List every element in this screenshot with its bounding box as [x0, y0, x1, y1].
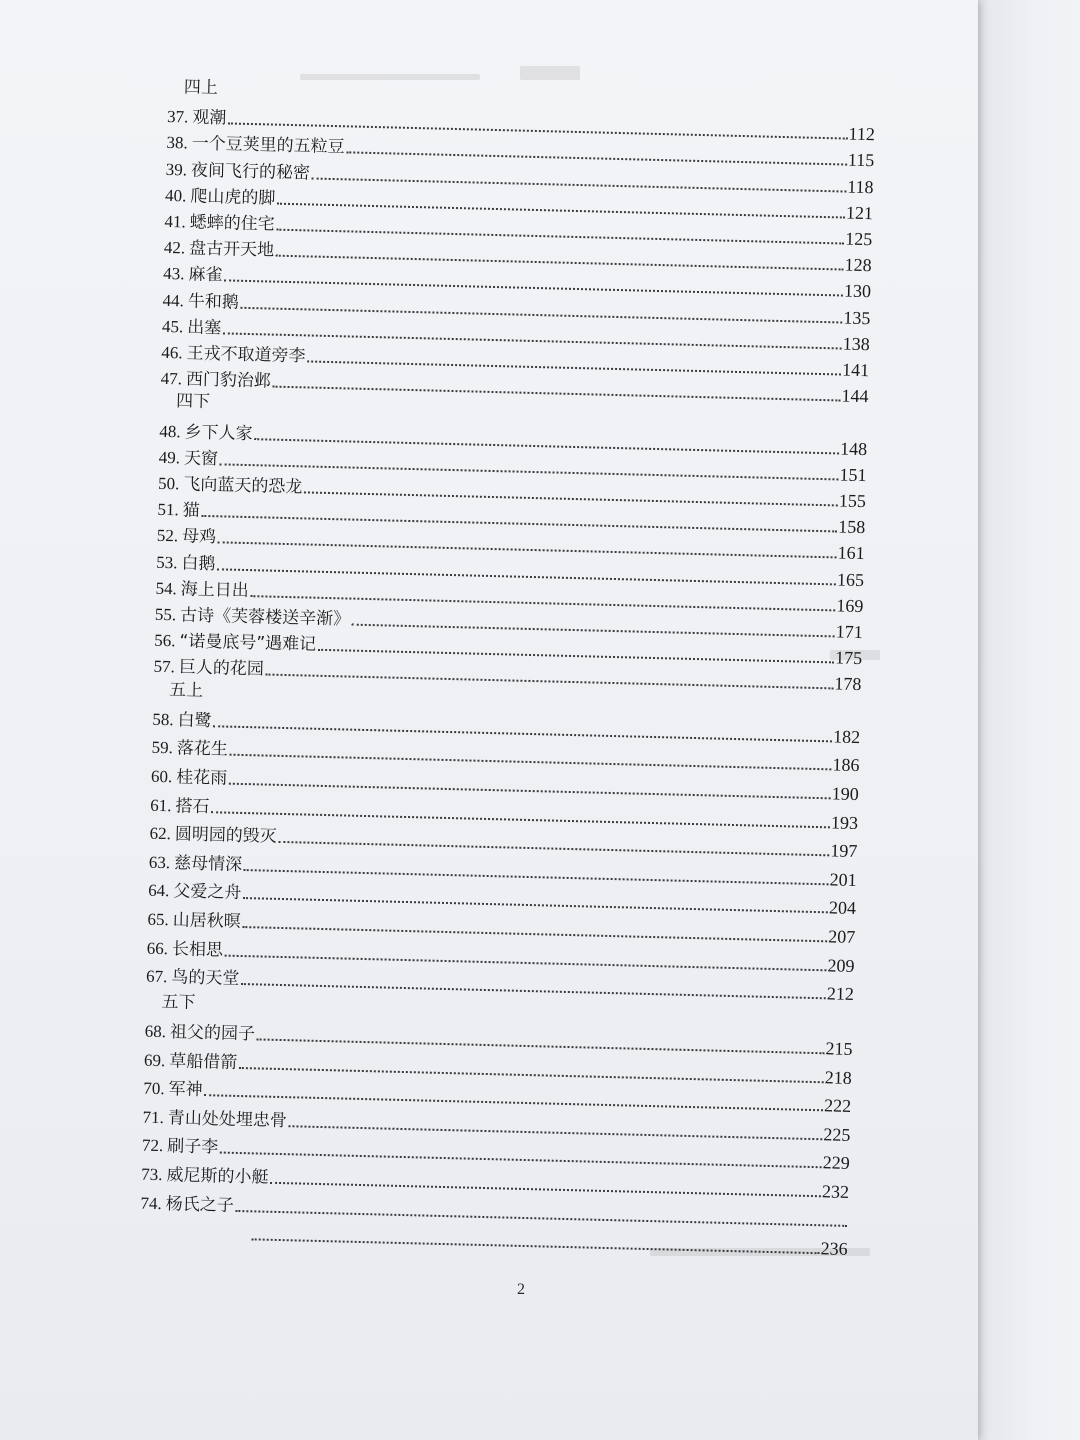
entry-number: 68.: [144, 1021, 167, 1042]
entry-page-number: 161: [837, 542, 865, 564]
entry-page-number: 225: [823, 1124, 851, 1145]
entry-page-number: 197: [830, 840, 858, 862]
entry-page-number: 229: [822, 1152, 850, 1174]
entry-page-number: 148: [839, 438, 868, 459]
entry-title: 山居秋暝: [172, 910, 241, 932]
entry-title: 青山处处埋忠骨: [167, 1108, 288, 1131]
entry-title: 麻雀: [188, 264, 223, 286]
page-number: 2: [517, 1281, 525, 1298]
entry-number: 56.: [154, 630, 176, 651]
entry-title: 夜间飞行的秘密: [190, 160, 311, 184]
entry-title: 古诗《芙蓉楼送辛渐》: [179, 605, 351, 630]
entry-title: 出塞: [186, 317, 222, 339]
entry-number: 44.: [162, 290, 185, 310]
entry-page-number: 175: [834, 647, 863, 669]
entry-page-number: 151: [839, 464, 867, 485]
entry-page-number: 207: [828, 926, 856, 947]
entry-number: 69.: [143, 1050, 166, 1070]
entry-number: 38.: [166, 133, 188, 153]
entry-title: 盘古开天地: [188, 238, 275, 261]
entry-number: 45.: [161, 316, 184, 337]
entry-number: 67.: [145, 966, 168, 987]
entry-title: 观潮: [192, 107, 227, 129]
entry-number: 53.: [155, 552, 178, 572]
entry-page-number: 125: [845, 228, 873, 250]
entry-title: 母鸡: [181, 526, 217, 548]
entry-title: 威尼斯的小艇: [166, 1165, 269, 1188]
entry-number: 74.: [140, 1193, 163, 1213]
entry-title: 海上日出: [180, 579, 250, 601]
entry-number: 73.: [141, 1164, 163, 1185]
entry-number: 66.: [146, 938, 169, 958]
entry-title: 落花生: [176, 738, 229, 761]
entry-page-number: 155: [838, 490, 867, 512]
entry-title: 鸟的天堂: [171, 967, 240, 990]
entry-page-number: 201: [829, 869, 857, 890]
entry-number: 61.: [150, 795, 172, 815]
entry-page-number: 222: [823, 1095, 852, 1117]
entry-title: 桂花雨: [175, 767, 228, 789]
entry-title: 圆明园的毁灭: [174, 824, 278, 848]
entry-title: 西门豹治邺: [185, 369, 272, 392]
entry-number: 41.: [164, 211, 187, 232]
entry-number: 72.: [141, 1136, 164, 1156]
entry-number: 62.: [149, 823, 172, 844]
entry-page-number: 236: [820, 1238, 848, 1260]
entry-title: 祖父的园子: [169, 1022, 256, 1045]
entry-number: 59.: [151, 738, 174, 758]
entry-number: 42.: [163, 238, 186, 258]
entry-number: 47.: [160, 369, 183, 389]
entry-number: 37.: [166, 107, 189, 127]
entry-page-number: 144: [841, 385, 869, 407]
entry-title: “诺曼底号”遇难记: [179, 631, 317, 655]
entry-page-number: 158: [838, 516, 866, 538]
entry-title: 慈母情深: [173, 853, 243, 875]
entry-page-number: 165: [836, 569, 865, 590]
entry-title: 草船借箭: [169, 1050, 238, 1073]
entry-page-number: 178: [834, 673, 862, 695]
entry-number: 58.: [152, 709, 174, 730]
dot-leader: [252, 1239, 820, 1255]
entry-page-number: 171: [835, 621, 863, 643]
section-heading: 五上: [168, 679, 204, 701]
entry-number: 63.: [148, 852, 171, 873]
section-heading: 四下: [175, 391, 211, 413]
entry-title: 牛和鹅: [187, 291, 240, 313]
entry-number: 51.: [157, 500, 179, 520]
entry-title: 蟋蟀的住宅: [189, 212, 275, 235]
entry-number: 49.: [158, 447, 181, 468]
entry-title: 乡下人家: [184, 422, 253, 444]
entry-title: 白鹭: [177, 710, 212, 732]
entry-title: 王戎不取道旁李: [186, 343, 306, 367]
entry-title: 父爱之舟: [173, 881, 242, 904]
entry-title: 天窗: [183, 448, 219, 470]
entry-number: 60.: [150, 766, 173, 787]
entry-title: 刷子李: [166, 1136, 219, 1158]
entry-page-number: 209: [827, 954, 855, 976]
entry-number: 54.: [155, 578, 178, 599]
entry-number: 70.: [143, 1078, 165, 1099]
entry-title: 军神: [168, 1079, 203, 1101]
entry-page-number: 130: [843, 280, 872, 302]
entry-number: 57.: [153, 657, 176, 677]
entry-page-number: 121: [845, 202, 874, 224]
entry-number: 48.: [159, 421, 181, 441]
entry-number: 43.: [163, 264, 185, 284]
entry-page-number: 182: [832, 726, 861, 747]
entry-page-number: 193: [830, 811, 859, 833]
dot-leader: [273, 386, 841, 402]
entry-number: 40.: [164, 185, 187, 206]
entry-title: 一个豆荚里的五粒豆: [191, 133, 345, 158]
entry-page-number: 141: [841, 359, 870, 381]
entry-number: 71.: [142, 1107, 165, 1127]
entry-page-number: 115: [847, 149, 875, 171]
dot-leader: [241, 983, 826, 999]
entry-page-number: 128: [844, 254, 872, 276]
entry-number: 50.: [157, 473, 180, 494]
entry-title: 白鹅: [181, 553, 216, 574]
entry-page-number: 186: [832, 754, 860, 776]
adjacent-page: [975, 0, 1080, 1440]
dot-leader: [266, 674, 834, 690]
entry-title: 杨氏之子: [165, 1193, 235, 1216]
entry-page-number: 190: [831, 783, 860, 805]
entry-page-number: 218: [824, 1066, 853, 1088]
entry-title: 巨人的花园: [178, 657, 265, 680]
section-heading: 四上: [183, 77, 219, 99]
entry-number: 65.: [147, 909, 169, 930]
entry-number: 39.: [165, 159, 188, 180]
entry-title: 搭石: [175, 795, 210, 817]
entry-title: 飞向蓝天的恐龙: [183, 474, 303, 498]
entry-page-number: 212: [826, 983, 855, 1005]
section-heading: 五下: [161, 991, 196, 1013]
entry-title: 爬山虎的脚: [190, 186, 276, 209]
entry-page-number: 138: [842, 333, 871, 354]
entry-title: 猫: [182, 500, 200, 522]
entry-title: 长相思: [171, 938, 224, 961]
entry-page-number: 204: [828, 897, 857, 919]
entry-number: 46.: [161, 342, 183, 363]
entry-page-number: 112: [848, 123, 876, 145]
entry-number: 55.: [154, 604, 177, 625]
entry-page-number: 215: [825, 1038, 853, 1059]
entry-number: 52.: [156, 526, 179, 546]
entry-page-number: 169: [836, 595, 864, 616]
entry-page-number: 232: [821, 1181, 850, 1202]
entry-page-number: 135: [843, 307, 871, 328]
entry-page-number: 118: [847, 176, 874, 197]
entry-number: 64.: [147, 881, 170, 901]
